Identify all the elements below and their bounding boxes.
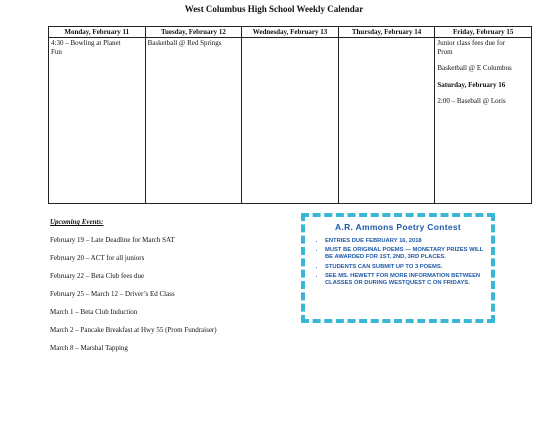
- header-monday: Monday, February 11: [49, 27, 146, 38]
- contest-bullet: • MUST BE ORIGINAL POEMS — MONETARY PRIZES WILL BE AWARDED FOR 1ST, 2ND, 3RD PLACES.: [325, 247, 485, 261]
- upcoming-events-title: Upcoming Events:: [50, 218, 104, 226]
- header-wednesday: Wednesday, February 13: [242, 27, 339, 38]
- monday-event-line: Fun: [51, 47, 62, 56]
- event-item: March 2 – Pancake Breakfast at Hwy 55 (Prom Fundraiser): [50, 326, 217, 334]
- event-item: March 1 – Beta Club Induction: [50, 308, 138, 316]
- monday-cell: [49, 38, 146, 204]
- event-item: February 20 – ACT for all juniors: [50, 254, 145, 262]
- event-item: February 22 – Beta Club fees due: [50, 272, 145, 280]
- wednesday-cell: [242, 38, 339, 204]
- friday-event-line: Prom: [437, 47, 453, 56]
- weekly-calendar-table: [48, 26, 532, 204]
- event-item: March 8 – Marshal Tapping: [50, 344, 128, 352]
- contest-bullet-list: [311, 238, 485, 287]
- contest-bullet: • ENTRIES DUE FEBRUARY 16, 2018: [325, 238, 485, 245]
- saturday-heading: Saturday, February 16: [437, 80, 506, 89]
- page-title: West Columbus High School Weekly Calendar: [184, 4, 364, 14]
- header-friday: Friday, February 15: [435, 27, 532, 38]
- tuesday-event-line: Basketball @ Red Springs: [147, 39, 222, 47]
- header-tuesday: Tuesday, February 12: [145, 27, 242, 38]
- poetry-contest-box: [301, 213, 495, 323]
- calendar-header-row: [49, 27, 532, 38]
- friday-cell: [435, 38, 532, 204]
- upcoming-events: [50, 218, 290, 362]
- tuesday-cell: [145, 38, 242, 204]
- friday-event-line: Basketball @ E Columbus: [437, 64, 512, 72]
- saturday-event-line: 2:00 – Baseball @ Loris: [437, 97, 506, 105]
- event-item: February 25 – March 12 – Driver’s Ed Class: [50, 290, 175, 298]
- header-thursday: Thursday, February 14: [338, 27, 435, 38]
- monday-event-line: 4:30 – Bowling at Planet: [51, 39, 121, 47]
- calendar-body-row: [49, 38, 532, 204]
- event-item: February 19 – Late Deadline for March SAT: [50, 236, 175, 244]
- friday-event-line: Junior class fees due for: [437, 39, 506, 47]
- contest-bullet: • STUDENTS CAN SUBMIT UP TO 3 POEMS.: [325, 264, 485, 271]
- thursday-cell: [338, 38, 435, 204]
- contest-bullet: • SEE MS. HEWETT FOR MORE INFORMATION BETWEEN CLASSES OR DURING WESTQUEST C ON FRIDAYS.: [325, 273, 485, 287]
- contest-title: A.R. Ammons Poetry Contest: [334, 222, 462, 232]
